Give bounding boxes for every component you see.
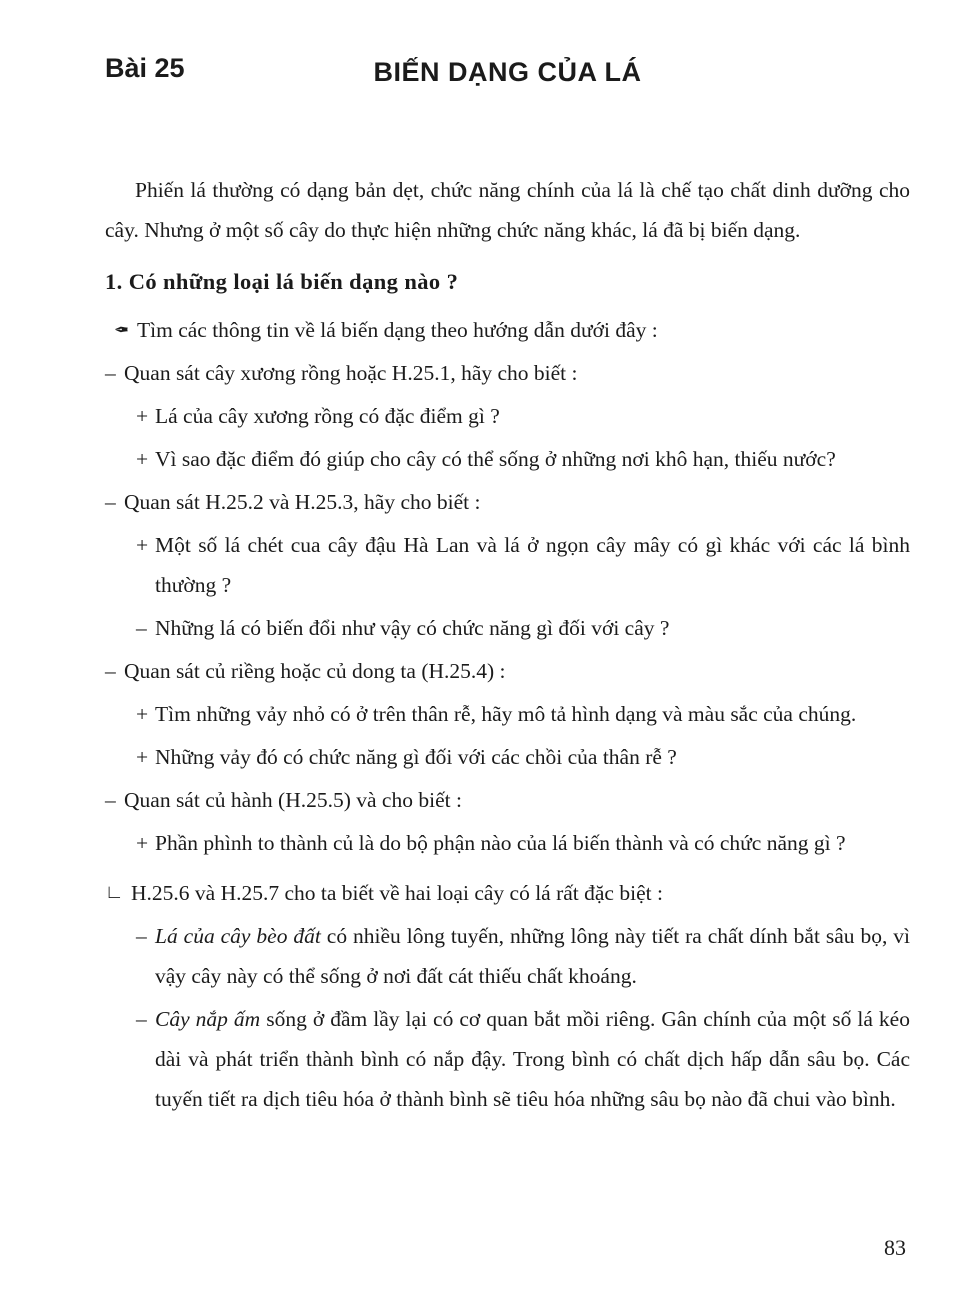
- plus-marker: +: [136, 831, 149, 855]
- task-sub-text: Phần phình to thành củ là do bộ phận nào của lá biến thành và có chức năng gì ?: [155, 831, 846, 855]
- task-sub-item: [105, 608, 910, 648]
- plus-marker: +: [136, 533, 149, 557]
- plant-description: có nhiều lông tuyến, những lông này tiết ra chất dính bắt sâu bọ, vì vậy cây này có thể sống ở nơi đất cát thiếu chất khoáng.: [155, 924, 910, 988]
- pen-nib-icon: ✒: [113, 320, 129, 340]
- page-title: BIẾN DẠNG CỦA LÁ: [373, 57, 642, 87]
- plant-description: sống ở đầm lầy lại có cơ quan bắt mồi riêng. Gân chính của một số lá kéo dài và phát triển thành bình có nắp đậy. Trong bình có chất dịch hấp dẫn sâu bọ. Các tuyến tiết ra dịch tiêu hóa ở thành bình sẽ tiêu hóa những sâu bọ nào đã chui vào bình.: [155, 1007, 910, 1111]
- dash-marker: –: [105, 490, 116, 514]
- task-sub-item: [105, 694, 910, 734]
- activity-intro: Tìm các thông tin về lá biến dạng theo hướng dẫn dưới đây :: [137, 318, 658, 342]
- corner-bracket-icon: ∟: [105, 882, 124, 903]
- task-sub-text: Tìm những vảy nhỏ có ở trên thân rễ, hãy mô tả hình dạng và màu sắc của chúng.: [155, 702, 857, 726]
- dash-marker: –: [136, 616, 147, 640]
- task-sub-item: [105, 525, 910, 605]
- task-sub-item: [105, 823, 910, 863]
- task-sub-text: Những vảy đó có chức năng gì đối với các chồi của thân rễ ?: [155, 745, 677, 769]
- task-sub-item: [105, 396, 910, 436]
- reading-sub-text: [155, 916, 910, 996]
- task-text: Quan sát củ riềng hoặc củ dong ta (H.25.4) :: [124, 659, 506, 683]
- plus-marker: +: [136, 745, 149, 769]
- reading-sub-text: [155, 999, 910, 1119]
- activity-line: [105, 310, 910, 350]
- task-text: Quan sát củ hành (H.25.5) và cho biết :: [124, 788, 462, 812]
- reading-sub-item: [105, 916, 910, 996]
- reading-item: [105, 873, 910, 913]
- task-item: [105, 780, 910, 820]
- dash-marker: –: [136, 1007, 147, 1031]
- dash-marker: –: [105, 788, 116, 812]
- dash-marker: –: [105, 659, 116, 683]
- section-heading: 1. Có những loại lá biến dạng nào ?: [105, 269, 459, 294]
- page-header: [105, 52, 910, 92]
- plant-name: Lá của cây bèo đất: [155, 924, 321, 948]
- lesson-label: Bài 25: [105, 53, 185, 83]
- task-sub-text: Vì sao đặc điểm đó giúp cho cây có thể sống ở những nơi khô hạn, thiếu nước?: [155, 447, 836, 471]
- plus-marker: +: [136, 702, 149, 726]
- task-item: [105, 353, 910, 393]
- task-text: Quan sát cây xương rồng hoặc H.25.1, hãy cho biết :: [124, 361, 578, 385]
- plus-marker: +: [136, 404, 149, 428]
- reading-intro: H.25.6 và H.25.7 cho ta biết về hai loại cây có lá rất đặc biệt :: [131, 881, 663, 905]
- plus-marker: +: [136, 447, 149, 471]
- task-sub-item: [105, 737, 910, 777]
- task-item: [105, 651, 910, 691]
- task-item: [105, 482, 910, 522]
- reading-sub-item: [105, 999, 910, 1119]
- task-sub-text: Những lá có biến đổi như vậy có chức năng gì đối với cây ?: [155, 616, 670, 640]
- task-sub-item: [105, 439, 910, 479]
- page-number: 83: [884, 1235, 906, 1260]
- task-sub-text: Lá của cây xương rồng có đặc điểm gì ?: [155, 404, 500, 428]
- dash-marker: –: [105, 361, 116, 385]
- task-sub-text: Một số lá chét cua cây đậu Hà Lan và lá ở ngọn cây mây có gì khác với các lá bình thường ?: [155, 533, 910, 597]
- task-text: Quan sát H.25.2 và H.25.3, hãy cho biết :: [124, 490, 481, 514]
- plant-name: Cây nắp ấm: [155, 1007, 261, 1031]
- intro-paragraph: Phiến lá thường có dạng bản dẹt, chức năng chính của lá là chế tạo chất dinh dưỡng cho cây. Nhưng ở một số cây do thực hiện những chức năng khác, lá đã bị biến dạng.: [105, 178, 910, 242]
- dash-marker: –: [136, 924, 147, 948]
